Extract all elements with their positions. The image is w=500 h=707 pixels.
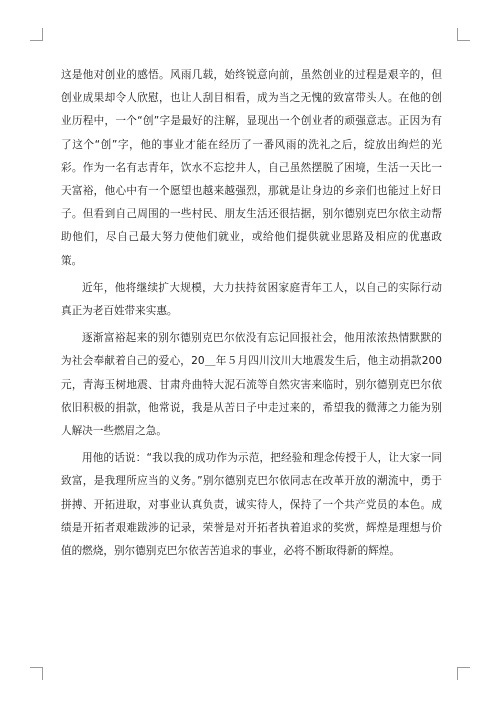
- document-body: [61, 64, 442, 567]
- paragraph-creation-insight: 这是他对创业的感悟。风雨几载，始终锐意向前，虽然创业的过程是艰辛的，但创业成果却令人欣慰，也让人刮目相看，成为当之无愧的致富带头人。在他的创业历程中，一个“创”字是最好的注解，显现出一个创业者的顽强意志。正因为有了这个“创”字，他的事业才能在经历了一番风雨的洗礼之后，绽放出绚烂的光彩。作为一名有志青年，饮水不忘挖井人，自己虽然摆脱了困境，生活一天比一天富裕，他心中有一个愿望也越来越强烈，那就是让身边的乡亲们也能过上好日子。但看到自己周围的一些村民、朋友生活还很拮据，别尔德别克巴尔依主动帮助他们，尽自己最大努力使他们就业，或给他们提供就业思路及相应的优惠政策。: [61, 69, 442, 267]
- paragraph-expansion-plan: 近年，他将继续扩大规模，大力扶持贫困家庭青年工人，以自己的实际行动真正为老百姓带来实惠。: [61, 281, 442, 318]
- crop-mark-bottom-left: [30, 667, 43, 680]
- crop-mark-top-right: [457, 28, 470, 41]
- crop-mark-bottom-right: [457, 667, 470, 680]
- paragraph-giving-back: 逐渐富裕起来的别尔德别克巴尔依没有忘记回报社会，他用浓浓热情默默的为社会奉献着自己的爱心，20＿年５月四川汶川大地震发生后，他主动捐款200元，青海玉树地震、甘肃舟曲特大泥石流等自然灾害来临时，别尔德别克巴尔依依旧积极的捐款，他常说，我是从苦日子中走过来的，希望我的微薄之力能为别人解决一些燃眉之急。: [61, 332, 442, 438]
- crop-mark-top-left: [30, 28, 43, 41]
- paragraph-quote-conclusion: 用他的话说：“我以我的成功作为示范，把经验和理念传授于人，让大家一同致富，是我理所应当的义务。”别尔德别克巴尔依同志在改革开放的潮流中，勇于拼搏、开拓进取，对事业认真负责，诚实待人，保持了一个共产党员的本色。成绩是开拓者艰难跋涉的记录，荣誉是对开拓者执着追求的奖赏，辉煌是理想与价值的燃烧，别尔德别克巴尔依苦苦追求的事业，必将不断取得新的辉煌。: [61, 452, 442, 558]
